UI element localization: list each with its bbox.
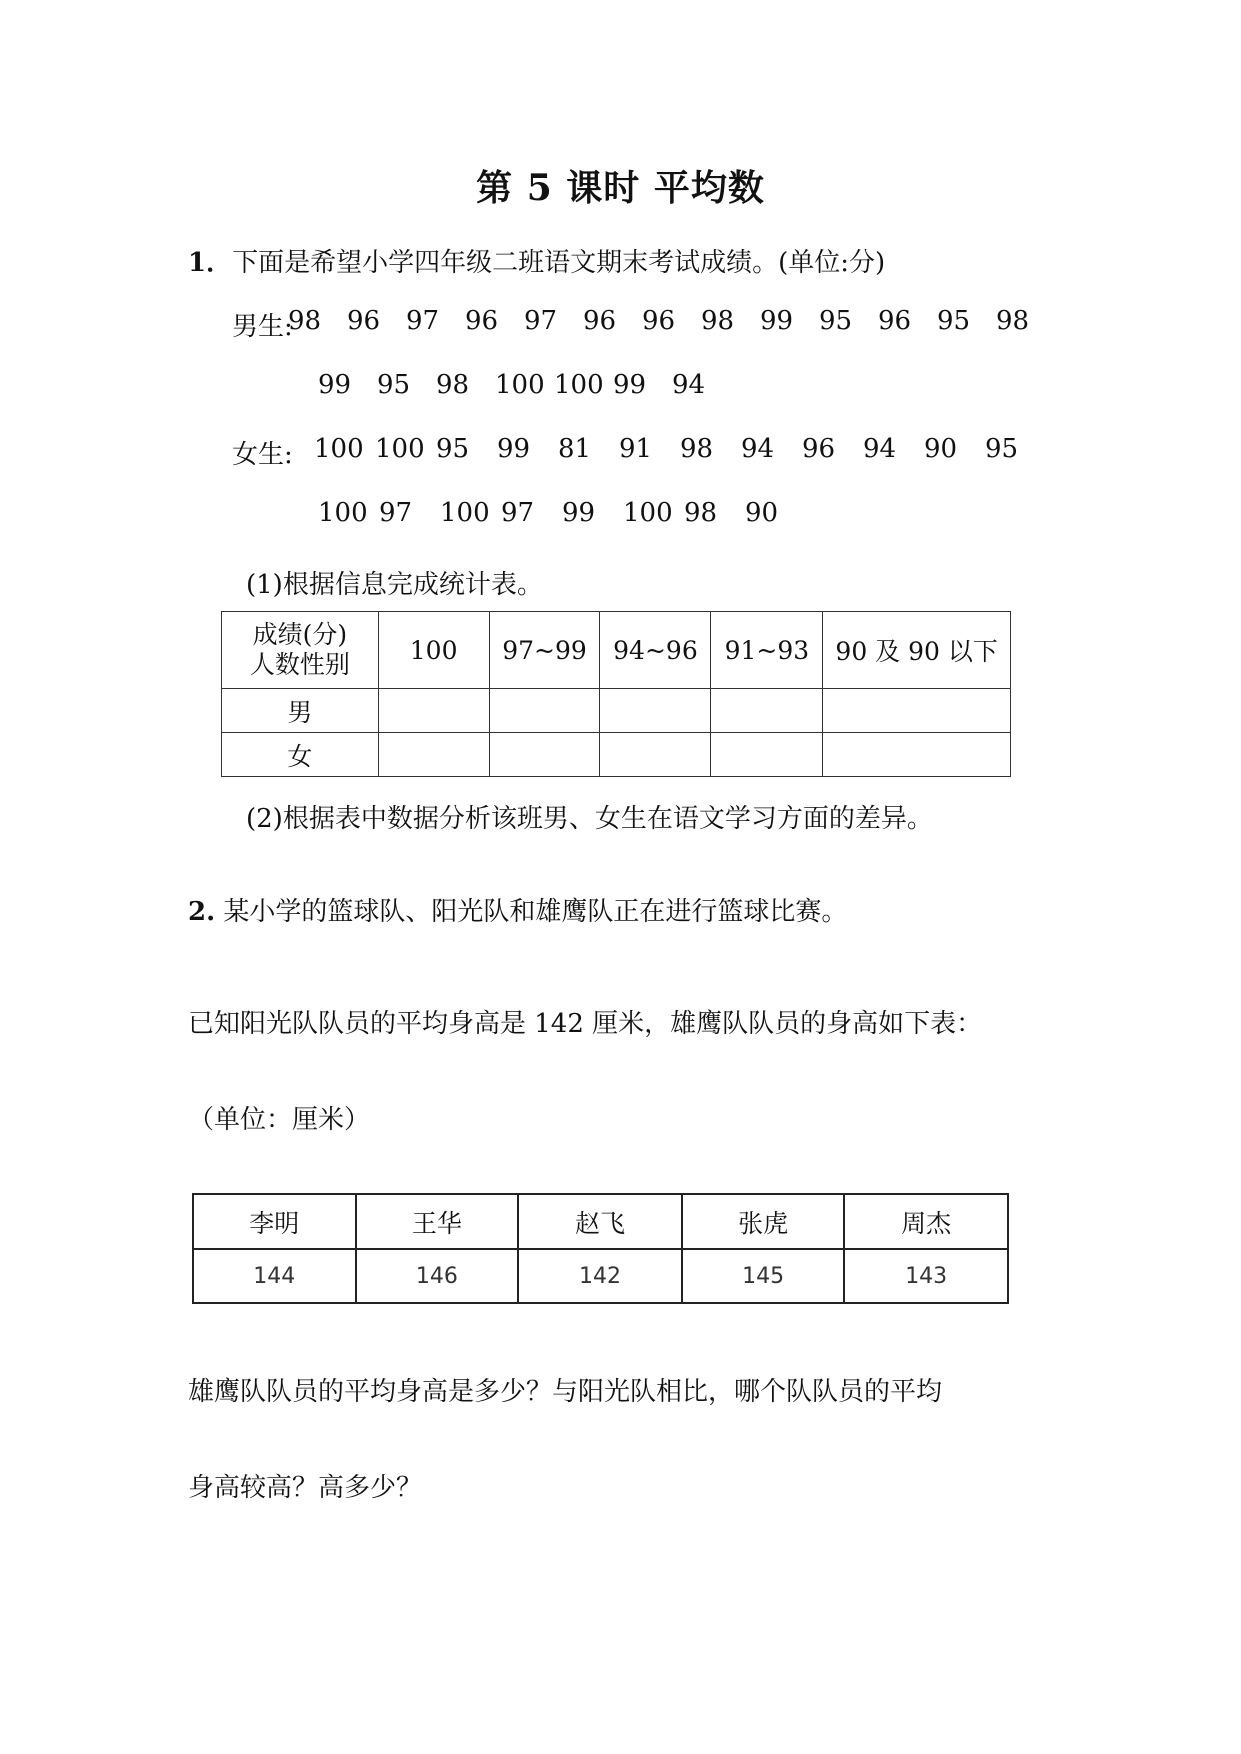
player-height: 146 (356, 1249, 519, 1303)
girl-score: 99 (562, 498, 596, 528)
grade-stat-table (221, 611, 1011, 777)
question-2-line-2: 已知阳光队队员的平均身高是 142 厘米，雄鹰队队员的身高如下表： (188, 1009, 983, 1039)
girl-score: 97 (379, 498, 413, 528)
girl-score: 98 (680, 434, 714, 464)
player-height: 142 (518, 1249, 682, 1303)
corner-gender-label: 人数性别 (249, 650, 350, 679)
boy-score: 97 (524, 306, 558, 336)
player-name: 王华 (356, 1194, 519, 1249)
row-label: 女 (222, 733, 379, 777)
answer-cell[interactable] (711, 733, 823, 777)
girl-score: 90 (924, 434, 958, 464)
player-height: 144 (193, 1249, 356, 1303)
player-height: 145 (682, 1249, 845, 1303)
player-name: 张虎 (682, 1194, 845, 1249)
girl-score: 100 (623, 498, 673, 528)
boy-score: 94 (672, 370, 706, 400)
boys-scores-row-1 (288, 306, 1055, 336)
girl-score: 81 (558, 434, 592, 464)
boy-score: 95 (819, 306, 853, 336)
answer-cell[interactable] (823, 733, 1011, 777)
answer-cell[interactable] (823, 689, 1011, 733)
boy-score: 96 (465, 306, 499, 336)
column-header: 91~93 (711, 612, 823, 689)
boys-scores-row-2 (318, 370, 731, 400)
answer-cell[interactable] (600, 689, 711, 733)
question-1-part-1: (1)根据信息完成统计表。 (246, 570, 543, 600)
answer-cell[interactable] (378, 733, 489, 777)
girl-score: 100 (318, 498, 368, 528)
height-table-values-row (193, 1249, 1008, 1303)
player-name: 赵飞 (518, 1194, 682, 1249)
girl-score: 99 (497, 434, 531, 464)
boy-score: 95 (377, 370, 411, 400)
grade-table-header-row (222, 612, 1011, 689)
girl-score: 91 (619, 434, 653, 464)
question-2-unit: （单位：厘米） (188, 1105, 371, 1135)
girl-score: 95 (436, 434, 470, 464)
answer-cell[interactable] (489, 733, 600, 777)
question-2-text: 某小学的篮球队、阳光队和雄鹰队正在进行篮球比赛。 (223, 897, 848, 927)
answer-cell[interactable] (489, 689, 600, 733)
boy-score: 99 (318, 370, 352, 400)
grade-table-corner-cell (222, 612, 379, 689)
girl-score: 100 (440, 498, 490, 528)
girl-score: 95 (985, 434, 1019, 464)
girl-score: 100 (314, 434, 364, 464)
boy-score: 96 (878, 306, 912, 336)
girls-label: 女生: (232, 440, 293, 470)
grade-table-row-boys (222, 689, 1011, 733)
corner-score-label: 成绩(分) (252, 620, 348, 649)
girl-score: 97 (501, 498, 535, 528)
girl-score: 94 (741, 434, 775, 464)
question-2-ask-line-1: 雄鹰队队员的平均身高是多少？与阳光队相比，哪个队队员的平均 (188, 1377, 943, 1407)
boy-score: 96 (347, 306, 381, 336)
girl-score: 100 (375, 434, 425, 464)
girl-score: 90 (745, 498, 779, 528)
answer-cell[interactable] (711, 689, 823, 733)
question-1-stem (188, 242, 885, 279)
column-header: 90 及 90 以下 (823, 612, 1011, 689)
boy-score: 99 (760, 306, 794, 336)
girl-score: 94 (863, 434, 897, 464)
boy-score: 98 (436, 370, 470, 400)
player-height: 143 (844, 1249, 1008, 1303)
question-2-stem (188, 891, 847, 928)
boy-score: 95 (937, 306, 971, 336)
boys-label: 男生: (232, 312, 293, 342)
grade-table-row-girls (222, 733, 1011, 777)
row-label: 男 (222, 689, 379, 733)
question-2-ask-line-2: 身高较高？高多少？ (188, 1473, 423, 1503)
page-title: 第 5 课时 平均数 (476, 167, 765, 209)
column-header: 94~96 (600, 612, 711, 689)
height-table-names-row (193, 1194, 1008, 1249)
question-2-number: 2. (188, 897, 216, 927)
boy-score: 97 (406, 306, 440, 336)
boy-score: 98 (996, 306, 1030, 336)
column-header: 100 (378, 612, 489, 689)
player-name: 李明 (193, 1194, 356, 1249)
girl-score: 98 (684, 498, 718, 528)
boy-score: 98 (288, 306, 322, 336)
boy-score: 96 (642, 306, 676, 336)
boy-score: 99 (613, 370, 647, 400)
player-name: 周杰 (844, 1194, 1008, 1249)
girl-score: 96 (802, 434, 836, 464)
boy-score: 100 (495, 370, 545, 400)
question-1-text: 下面是希望小学四年级二班语文期末考试成绩。(单位:分) (232, 248, 886, 278)
answer-cell[interactable] (600, 733, 711, 777)
girls-scores-row-2 (318, 498, 806, 528)
answer-cell[interactable] (378, 689, 489, 733)
boy-score: 98 (701, 306, 735, 336)
boy-score: 100 (554, 370, 604, 400)
question-1-number: 1． (188, 248, 233, 278)
girls-scores-row-1 (314, 434, 1046, 464)
column-header: 97~99 (489, 612, 600, 689)
boy-score: 96 (583, 306, 617, 336)
question-1-part-2: (2)根据表中数据分析该班男、女生在语文学习方面的差异。 (246, 804, 933, 834)
height-table (192, 1193, 1009, 1304)
